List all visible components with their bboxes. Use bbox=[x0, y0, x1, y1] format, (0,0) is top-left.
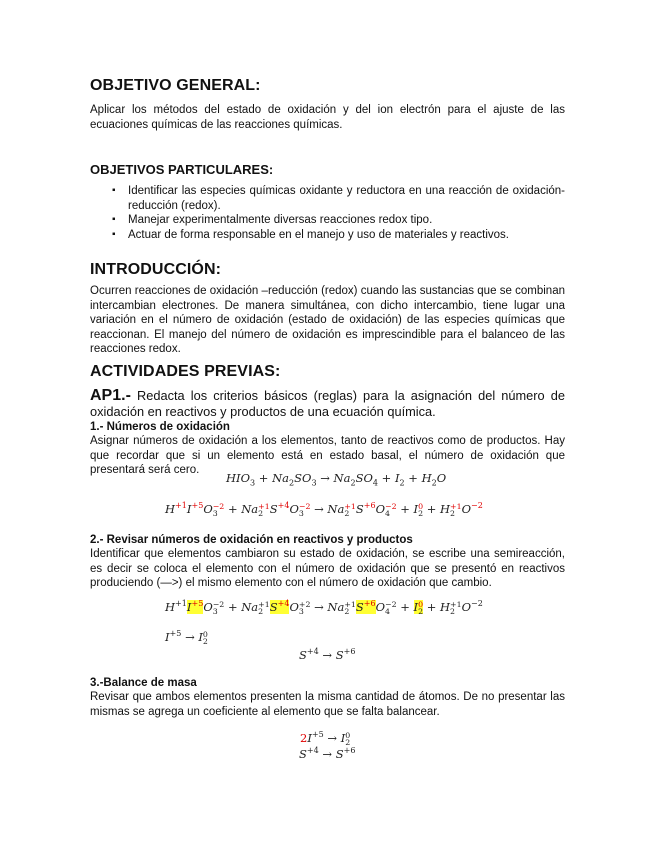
equation-oxidation-numbers: $H^{+1}I^{+5}O$ −2 3 + Na +1 2 $S^{+4}O$ −2 3 → Na +1 2 $S^{+6}O$ −2 4 + I 0 2 + H +1 2 $O^{-2}$ bbox=[165, 501, 483, 518]
balanced-iodine: $2I^{+5} \to I$ 0 2 bbox=[300, 730, 351, 747]
introduccion-text: Ocurren reacciones de oxidación –reducción (redox) cuando las sustancias que se combinan intercambian electrones. De manera simultánea, con dicho intercambio, tiene lugar una variación en el número de oxidación (estado de oxidación) de las especies químicas que reaccionan. El manejo del número de oxidación es imprescindible para el balanceo de las reacciones redox. bbox=[90, 285, 565, 356]
paso3-text: Revisar que ambos elementos presenten la misma cantidad de átomos. De no presentar las mismas se agrega un coeficiente al elemento que se falta balancear. bbox=[90, 691, 565, 718]
paso1-text: Asignar números de oxidación a los elementos, tanto de reactivos como de productos. Hay que recordar que si un elemento está en estado basal, el número de oxidación que presentará será cero. bbox=[90, 435, 565, 477]
paso2-text: Identificar que elementos cambiaron su estado de oxidación, se escribe una semireacción, es decir se coloca el elemento con el número de oxidación que se presentó en reactivos produciendo (—>) el mismo elemento con el número de oxidación que cambio. bbox=[90, 548, 565, 590]
list-item: ▪ Actuar de forma responsable en el manejo y uso de materiales y reactivos. bbox=[90, 228, 565, 243]
ap1-text: Redacta los criterios básicos (reglas) para la asignación del número de oxidación en reactivos y productos de una ecuación química. bbox=[90, 388, 565, 419]
actividades-previas-title: ACTIVIDADES PREVIAS: bbox=[90, 363, 281, 380]
coefficient: 2 bbox=[300, 731, 308, 745]
paso2-title: 2.- Revisar números de oxidación en reactivos y productos bbox=[90, 534, 413, 546]
paso1-title: 1.- Números de oxidación bbox=[90, 421, 230, 433]
objetivos-list bbox=[90, 184, 565, 242]
list-item: ▪ Manejar experimentalmente diversas reacciones redox tipo. bbox=[90, 213, 565, 228]
semireaction-sulfur: $S^{+4} \to S^{+6}$ bbox=[299, 647, 356, 662]
ap1-paragraph bbox=[90, 388, 565, 420]
list-item: ▪ Identificar las especies químicas oxidante y reductora en una reacción de oxidación-reducción (redox). bbox=[90, 184, 565, 213]
objetivos-particulares-title: OBJETIVOS PARTICULARES: bbox=[90, 162, 274, 177]
balanced-sulfur: $S^{+4} \to S^{+6}$ bbox=[299, 746, 356, 761]
objetivo-general-text: Aplicar los métodos del estado de oxidación y del ion electrón para el ajuste de las ecuaciones químicas de las reacciones químicas. bbox=[90, 104, 565, 131]
ap1-label: AP1.- bbox=[90, 387, 131, 404]
objetivo-general-title: OBJETIVO GENERAL: bbox=[90, 77, 261, 94]
equation-unbalanced: $HIO_3 + Na_2SO_3 \to Na_2SO_4 + I_2 + H_2O$ bbox=[226, 471, 447, 488]
paso3-title: 3.-Balance de masa bbox=[90, 677, 197, 689]
equation-highlighted-changes: $H^{+1}I^{+5}O$ −2 3 + Na +1 2 $S^{+4}O$ +2 3 → Na +1 2 $S^{+6}O$ −2 4 + I 0 2 + H +1 2 $O^{-2}$ bbox=[165, 599, 483, 616]
introduccion-title: INTRODUCCIÓN: bbox=[90, 261, 222, 278]
semireaction-iodine: $I^{+5} \to I$ 0 2 bbox=[165, 629, 208, 646]
